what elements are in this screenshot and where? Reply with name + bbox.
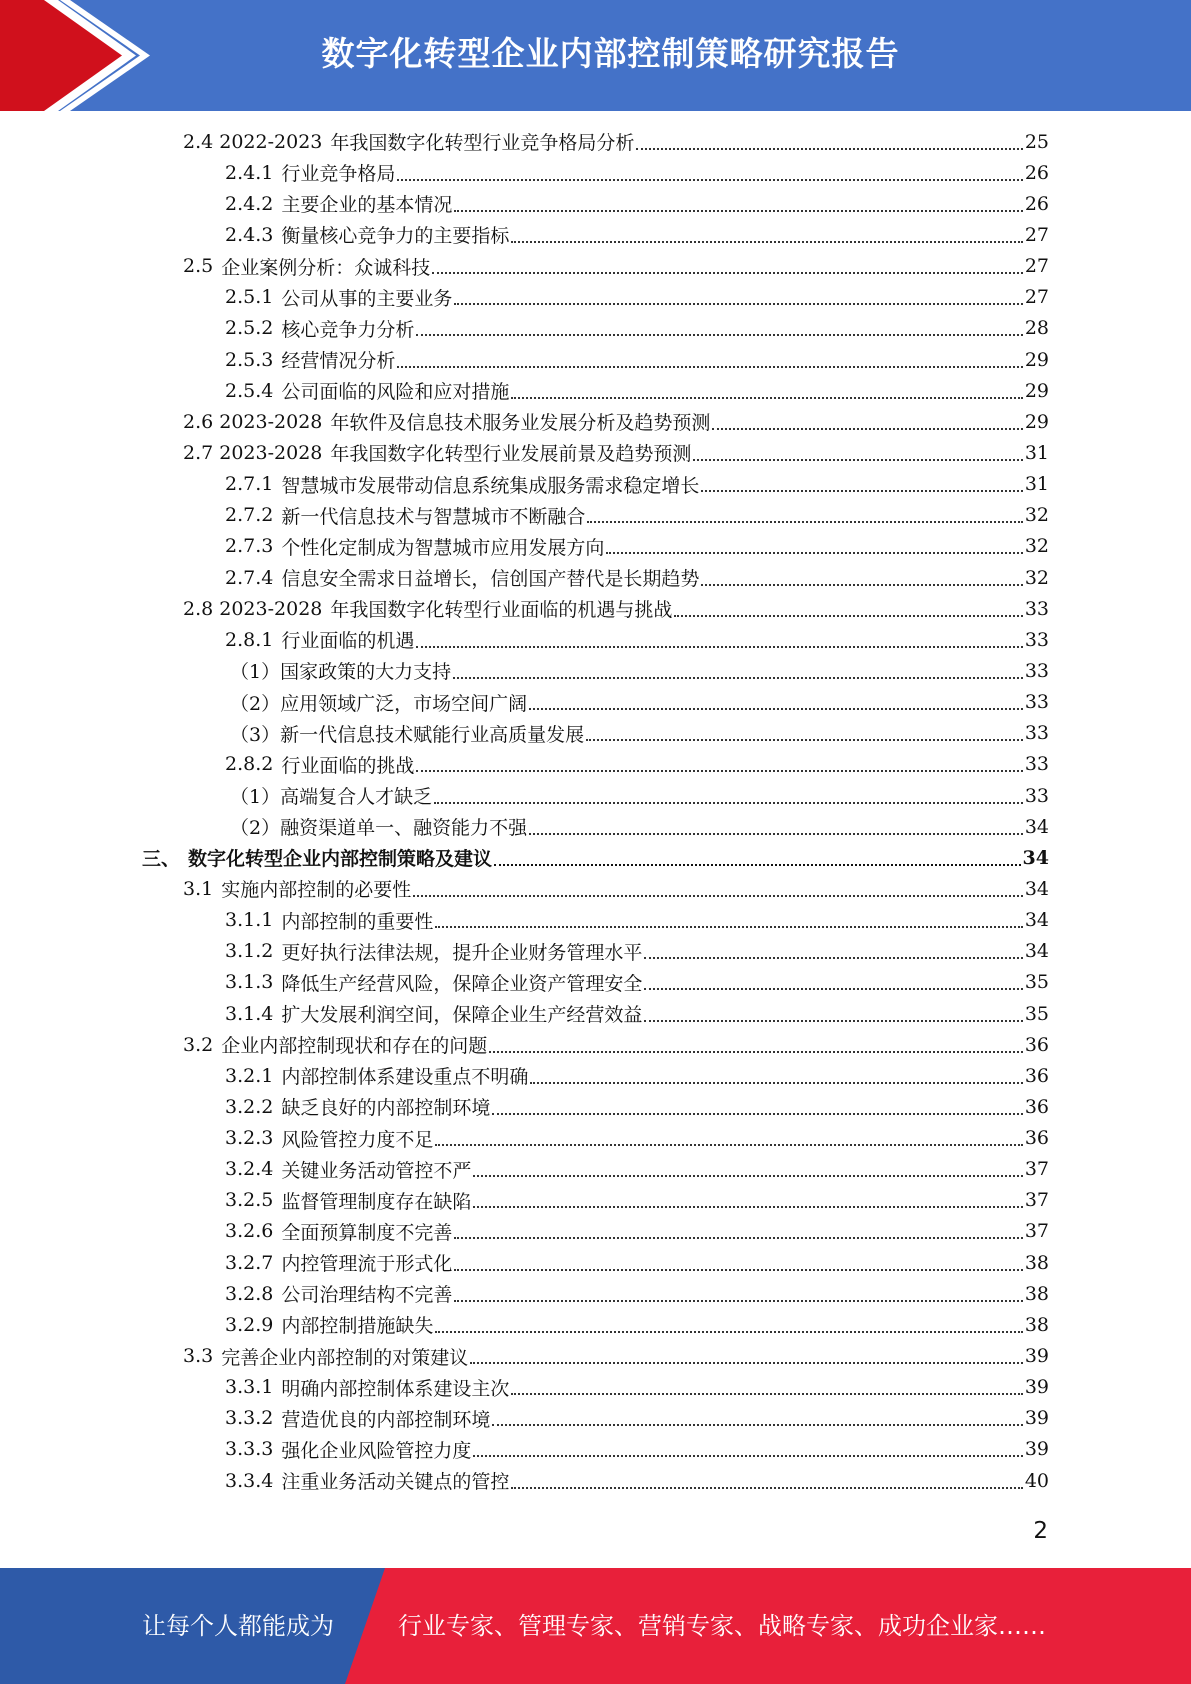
toc-entry-page: 36 xyxy=(1024,1064,1049,1087)
toc-entry-label: 缺乏良好的内部控制环境 xyxy=(281,1097,491,1120)
toc-entry-label: 新一代信息技术赋能行业高质量发展 xyxy=(280,723,585,746)
header-banner xyxy=(0,0,1191,111)
toc-entry-page: 37 xyxy=(1024,1220,1049,1243)
page-title: 数字化转型企业内部控制策略研究报告 xyxy=(321,34,900,73)
dot-leader xyxy=(416,334,1022,336)
dot-leader xyxy=(432,272,1023,274)
toc-entry-page: 40 xyxy=(1024,1469,1049,1492)
toc-entry-label: 行业竞争格局 xyxy=(281,163,396,186)
toc-entry-page: 28 xyxy=(1024,317,1049,340)
toc-entry-label: 完善企业内部控制的对策建议 xyxy=(221,1346,469,1369)
toc-entry-number: 2.7.3 xyxy=(225,535,274,558)
dot-leader xyxy=(492,1424,1022,1426)
dot-leader xyxy=(434,802,1023,804)
dot-leader xyxy=(416,646,1022,648)
toc-entry-page: 39 xyxy=(1024,1407,1049,1430)
toc-entry-number: 2.8 2023-2028 xyxy=(183,597,323,620)
toc-entry[interactable] xyxy=(0,313,1191,344)
toc-entry[interactable] xyxy=(0,936,1191,967)
toc-entry-number: 2.6 2023-2028 xyxy=(183,410,323,433)
toc-entry[interactable] xyxy=(0,967,1191,998)
dot-leader xyxy=(473,1175,1022,1177)
toc-entry-label: 内控管理流于形式化 xyxy=(281,1253,453,1276)
dot-leader xyxy=(674,615,1022,617)
toc-entry-page: 36 xyxy=(1024,1095,1049,1118)
toc-entry-page: 34 xyxy=(1024,909,1049,932)
toc-entry[interactable] xyxy=(0,188,1191,219)
dot-leader xyxy=(489,1051,1023,1053)
dot-leader xyxy=(435,926,1022,928)
dot-leader xyxy=(511,241,1022,243)
toc-entry-label: 信息安全需求日益增长，信创国产替代是长期趋势 xyxy=(281,568,700,591)
toc-entry-page: 36 xyxy=(1024,1033,1049,1056)
toc-entry-number: 3.3.3 xyxy=(225,1438,274,1461)
footer-banner xyxy=(0,1568,1191,1684)
toc-entry[interactable] xyxy=(0,437,1191,468)
toc-entry-page: 27 xyxy=(1024,286,1049,309)
toc-entry-label: 内部控制的重要性 xyxy=(281,910,434,933)
toc-entry-page: 35 xyxy=(1024,971,1049,994)
toc-entry[interactable] xyxy=(0,219,1191,250)
toc-entry-label: 监督管理制度存在缺陷 xyxy=(281,1190,472,1213)
dot-leader xyxy=(453,677,1023,679)
dot-leader xyxy=(454,303,1022,305)
toc-entry[interactable] xyxy=(0,1216,1191,1247)
toc-entry-page: 34 xyxy=(1024,877,1049,900)
toc-entry-label: 个性化定制成为智慧城市应用发展方向 xyxy=(281,536,605,559)
dot-leader xyxy=(644,1020,1022,1022)
dot-leader xyxy=(454,210,1022,212)
toc-entry-number: 3.2.3 xyxy=(225,1127,274,1150)
toc-entry-number: 2.5.3 xyxy=(225,348,274,371)
toc-entry-number: 2.8.2 xyxy=(225,753,274,776)
toc-entry-number: 三、 xyxy=(142,848,181,871)
toc-entry-page: 26 xyxy=(1024,161,1049,184)
toc-entry[interactable] xyxy=(0,1309,1191,1340)
toc-entry-number: 3.2.9 xyxy=(225,1313,274,1336)
toc-entry-label: 主要企业的基本情况 xyxy=(281,194,453,217)
dot-leader xyxy=(644,957,1022,959)
toc-entry-number: （2） xyxy=(230,692,281,715)
toc-entry-number: （2） xyxy=(230,817,281,840)
toc-entry-page: 33 xyxy=(1024,597,1049,620)
toc-entry[interactable] xyxy=(0,1185,1191,1216)
toc-entry[interactable] xyxy=(0,718,1191,749)
toc-entry[interactable] xyxy=(0,1372,1191,1403)
toc-entry-page: 34 xyxy=(1024,815,1049,838)
toc-entry-number: 3.3 xyxy=(183,1345,214,1368)
toc-entry-number: 3.1.1 xyxy=(225,909,274,932)
toc-entry-label: 实施内部控制的必要性 xyxy=(221,879,412,902)
dot-leader xyxy=(529,708,1023,710)
toc-entry[interactable] xyxy=(0,998,1191,1029)
toc-entry-label: 企业内部控制现状和存在的问题 xyxy=(221,1035,488,1058)
toc-entry-page: 37 xyxy=(1024,1189,1049,1212)
toc-entry-page: 33 xyxy=(1024,784,1049,807)
toc-entry-label: 关键业务活动管控不严 xyxy=(281,1159,472,1182)
toc-entry-label: 更好执行法律法规，提升企业财务管理水平 xyxy=(281,941,643,964)
toc-entry[interactable] xyxy=(0,749,1191,780)
toc-entry-number: 2.5.4 xyxy=(225,379,274,402)
toc-entry[interactable] xyxy=(0,406,1191,437)
toc-entry-number: 3.1 xyxy=(183,877,214,900)
toc-entry-label: 全面预算制度不完善 xyxy=(281,1221,453,1244)
toc-entry-number: 3.3.2 xyxy=(225,1407,274,1430)
toc-entry-number: 3.1.3 xyxy=(225,971,274,994)
toc-entry-label: 公司治理结构不完善 xyxy=(281,1284,453,1307)
toc-entry-page: 32 xyxy=(1024,504,1049,527)
toc-entry-number: 2.8.1 xyxy=(225,628,274,651)
toc-entry-page: 35 xyxy=(1024,1002,1049,1025)
dot-leader xyxy=(693,459,1022,461)
toc-entry-label: 内部控制体系建设重点不明确 xyxy=(281,1066,529,1089)
toc-entry-page: 33 xyxy=(1024,659,1049,682)
toc-entry-label: 营造优良的内部控制环境 xyxy=(281,1408,491,1431)
toc-entry-label: 强化企业风险管控力度 xyxy=(281,1439,472,1462)
dot-leader xyxy=(397,366,1022,368)
toc-entry-number: 3.1.2 xyxy=(225,940,274,963)
toc-entry-label: 扩大发展利润空间，保障企业生产经营效益 xyxy=(281,1004,643,1026)
toc-entry-number: 3.2.5 xyxy=(225,1189,274,1212)
toc-entry-label: 数字化转型企业内部控制策略及建议 xyxy=(188,848,493,871)
toc-entry-label: 降低生产经营风险，保障企业资产管理安全 xyxy=(281,972,643,995)
toc-entry-label: 行业面临的挑战 xyxy=(281,754,415,777)
toc-entry[interactable] xyxy=(0,1247,1191,1278)
toc-entry-number: 3.2 xyxy=(183,1033,214,1056)
toc-entry-page: 27 xyxy=(1024,255,1049,278)
toc-entry-number: 3.3.1 xyxy=(225,1376,274,1399)
toc-entry[interactable] xyxy=(0,1060,1191,1091)
toc-entry-label: 公司面临的风险和应对措施 xyxy=(281,381,510,404)
toc-entry[interactable] xyxy=(0,1340,1191,1371)
footer-slogan-right: 行业专家、管理专家、营销专家、战略专家、成功企业家…… xyxy=(398,1612,1046,1640)
toc-entry[interactable] xyxy=(0,593,1191,624)
toc-entry-label: 年软件及信息技术服务业发展分析及趋势预测 xyxy=(330,412,711,435)
toc-entry[interactable] xyxy=(0,1091,1191,1122)
toc-entry-label: 核心竞争力分析 xyxy=(281,318,415,341)
page-number: 2 xyxy=(1033,1518,1048,1544)
dot-leader xyxy=(701,490,1022,492)
dot-leader xyxy=(606,552,1022,554)
toc-entry-label: 应用领域广泛，市场空间广阔 xyxy=(280,692,528,715)
toc-entry-number: 3.2.6 xyxy=(225,1220,274,1243)
toc-entry-label: 行业面临的机遇 xyxy=(281,630,415,653)
toc-entry-number: 2.5.2 xyxy=(225,317,274,340)
dot-leader xyxy=(494,864,1021,866)
dot-leader xyxy=(586,739,1023,741)
toc-entry[interactable] xyxy=(0,1123,1191,1154)
toc-entry-label: 国家政策的大力支持 xyxy=(280,661,452,684)
toc-entry-page: 34 xyxy=(1022,846,1049,869)
toc-entry-page: 25 xyxy=(1024,130,1049,153)
dot-leader xyxy=(701,584,1022,586)
dot-leader xyxy=(636,148,1022,150)
toc-entry-number: 3.1.4 xyxy=(225,1002,274,1025)
toc-entry[interactable] xyxy=(0,469,1191,500)
dot-leader xyxy=(473,1455,1022,1457)
footer-slogan-left: 让每个人都能成为 xyxy=(142,1612,334,1640)
dot-leader xyxy=(435,1331,1022,1333)
toc-entry[interactable] xyxy=(0,1029,1191,1060)
toc-entry-number: 3.2.2 xyxy=(225,1095,274,1118)
toc-entry-page: 33 xyxy=(1024,628,1049,651)
toc-entry[interactable] xyxy=(0,1278,1191,1309)
toc-entry-page: 33 xyxy=(1024,753,1049,776)
toc-entry-label: 新一代信息技术与智慧城市不断融合 xyxy=(281,505,586,528)
toc-entry[interactable] xyxy=(0,375,1191,406)
toc-entry-page: 36 xyxy=(1024,1127,1049,1150)
toc-entry-page: 27 xyxy=(1024,223,1049,246)
chevron-arrow-icon xyxy=(0,0,160,111)
dot-leader xyxy=(511,397,1022,399)
toc-entry-label: 年我国数字化转型行业发展前景及趋势预测 xyxy=(330,443,692,466)
toc-entry-number: （1） xyxy=(230,661,281,684)
toc-entry[interactable] xyxy=(0,1434,1191,1465)
toc-entry-label: 明确内部控制体系建设主次 xyxy=(281,1377,510,1400)
toc-entry[interactable] xyxy=(0,873,1191,904)
toc-entry-number: 2.4 2022-2023 xyxy=(183,130,323,153)
toc-entry-page: 37 xyxy=(1024,1158,1049,1181)
toc-entry[interactable] xyxy=(0,905,1191,936)
toc-entry-page: 26 xyxy=(1024,192,1049,215)
dot-leader xyxy=(492,1113,1022,1115)
toc-entry-label: 内部控制措施缺失 xyxy=(281,1315,434,1338)
toc-entry-page: 33 xyxy=(1024,691,1049,714)
toc-entry[interactable] xyxy=(0,1154,1191,1185)
toc-entry-number: 2.4.1 xyxy=(225,161,274,184)
toc-entry-number: 3.2.7 xyxy=(225,1251,274,1274)
toc-entry-number: （3） xyxy=(230,723,281,746)
toc-entry-label: 企业案例分析：众诚科技 xyxy=(221,256,431,279)
toc-entry[interactable] xyxy=(0,842,1191,873)
toc-entry[interactable] xyxy=(0,562,1191,593)
toc-entry-label: 经营情况分析 xyxy=(281,350,396,373)
toc-entry[interactable] xyxy=(0,1465,1191,1496)
dot-leader xyxy=(454,1269,1022,1271)
dot-leader xyxy=(397,179,1022,181)
toc-entry-number: 2.4.2 xyxy=(225,192,274,215)
toc-entry-number: 2.5 xyxy=(183,255,214,278)
toc-entry-number: 3.3.4 xyxy=(225,1469,274,1492)
toc-entry-number: 2.7.4 xyxy=(225,566,274,589)
dot-leader xyxy=(644,988,1022,990)
toc-entry-page: 39 xyxy=(1024,1345,1049,1368)
dot-leader xyxy=(413,895,1023,897)
toc-entry-page: 33 xyxy=(1024,722,1049,745)
toc-entry-page: 32 xyxy=(1024,535,1049,558)
dot-leader xyxy=(529,833,1023,835)
toc-entry-page: 31 xyxy=(1024,441,1049,464)
toc-entry-label: 注重业务活动关键点的管控 xyxy=(281,1471,510,1494)
dot-leader xyxy=(473,1206,1022,1208)
toc-entry-label: 年我国数字化转型行业面临的机遇与挑战 xyxy=(330,599,673,622)
toc-entry-page: 39 xyxy=(1024,1438,1049,1461)
dot-leader xyxy=(511,1393,1022,1395)
toc-entry-label: 融资渠道单一、融资能力不强 xyxy=(280,817,528,840)
dot-leader xyxy=(530,1082,1022,1084)
toc-entry-number: 2.4.3 xyxy=(225,223,274,246)
dot-leader xyxy=(454,1300,1022,1302)
toc-entry-page: 38 xyxy=(1024,1282,1049,1305)
toc-entry[interactable] xyxy=(0,157,1191,188)
toc-entry-page: 34 xyxy=(1024,940,1049,963)
toc-entry-number: 3.2.1 xyxy=(225,1064,274,1087)
toc-entry-number: 2.5.1 xyxy=(225,286,274,309)
toc-entry[interactable] xyxy=(0,251,1191,282)
toc-entry[interactable] xyxy=(0,655,1191,686)
toc-entry[interactable] xyxy=(0,282,1191,313)
toc-entry[interactable] xyxy=(0,687,1191,718)
toc-entry-label: 高端复合人才缺乏 xyxy=(280,786,433,809)
toc-entry-page: 38 xyxy=(1024,1313,1049,1336)
toc-entry-label: 智慧城市发展带动信息系统集成服务需求稳定增长 xyxy=(281,474,700,497)
toc-entry-number: 2.7 2023-2028 xyxy=(183,441,323,464)
toc-entry[interactable] xyxy=(0,500,1191,531)
dot-leader xyxy=(712,428,1022,430)
toc-entry-number: （1） xyxy=(230,786,281,809)
toc-entry[interactable] xyxy=(0,780,1191,811)
toc-entry[interactable] xyxy=(0,126,1191,157)
toc-entry-page: 39 xyxy=(1024,1376,1049,1399)
toc-entry-number: 3.2.4 xyxy=(225,1158,274,1181)
toc-entry[interactable] xyxy=(0,531,1191,562)
table-of-contents xyxy=(0,126,1191,1496)
toc-entry[interactable] xyxy=(0,811,1191,842)
dot-leader xyxy=(454,1237,1022,1239)
toc-entry-page: 29 xyxy=(1024,379,1049,402)
toc-entry[interactable] xyxy=(0,624,1191,655)
dot-leader xyxy=(435,1144,1022,1146)
toc-entry-number: 3.2.8 xyxy=(225,1282,274,1305)
toc-entry-label: 公司从事的主要业务 xyxy=(281,287,453,310)
toc-entry-number: 2.7.1 xyxy=(225,473,274,496)
toc-entry-label: 风险管控力度不足 xyxy=(281,1128,434,1151)
toc-entry-label: 衡量核心竞争力的主要指标 xyxy=(281,225,510,248)
toc-entry-number: 2.7.2 xyxy=(225,504,274,527)
toc-entry-page: 32 xyxy=(1024,566,1049,589)
toc-entry-page: 38 xyxy=(1024,1251,1049,1274)
toc-entry-page: 29 xyxy=(1024,348,1049,371)
dot-leader xyxy=(416,770,1022,772)
dot-leader xyxy=(587,521,1022,523)
toc-entry[interactable] xyxy=(0,1403,1191,1434)
dot-leader xyxy=(511,1487,1022,1489)
toc-entry-label: 年我国数字化转型行业竞争格局分析 xyxy=(330,132,635,155)
dot-leader xyxy=(470,1362,1023,1364)
toc-entry[interactable] xyxy=(0,344,1191,375)
toc-entry-page: 31 xyxy=(1024,473,1049,496)
toc-entry-page: 29 xyxy=(1024,410,1049,433)
